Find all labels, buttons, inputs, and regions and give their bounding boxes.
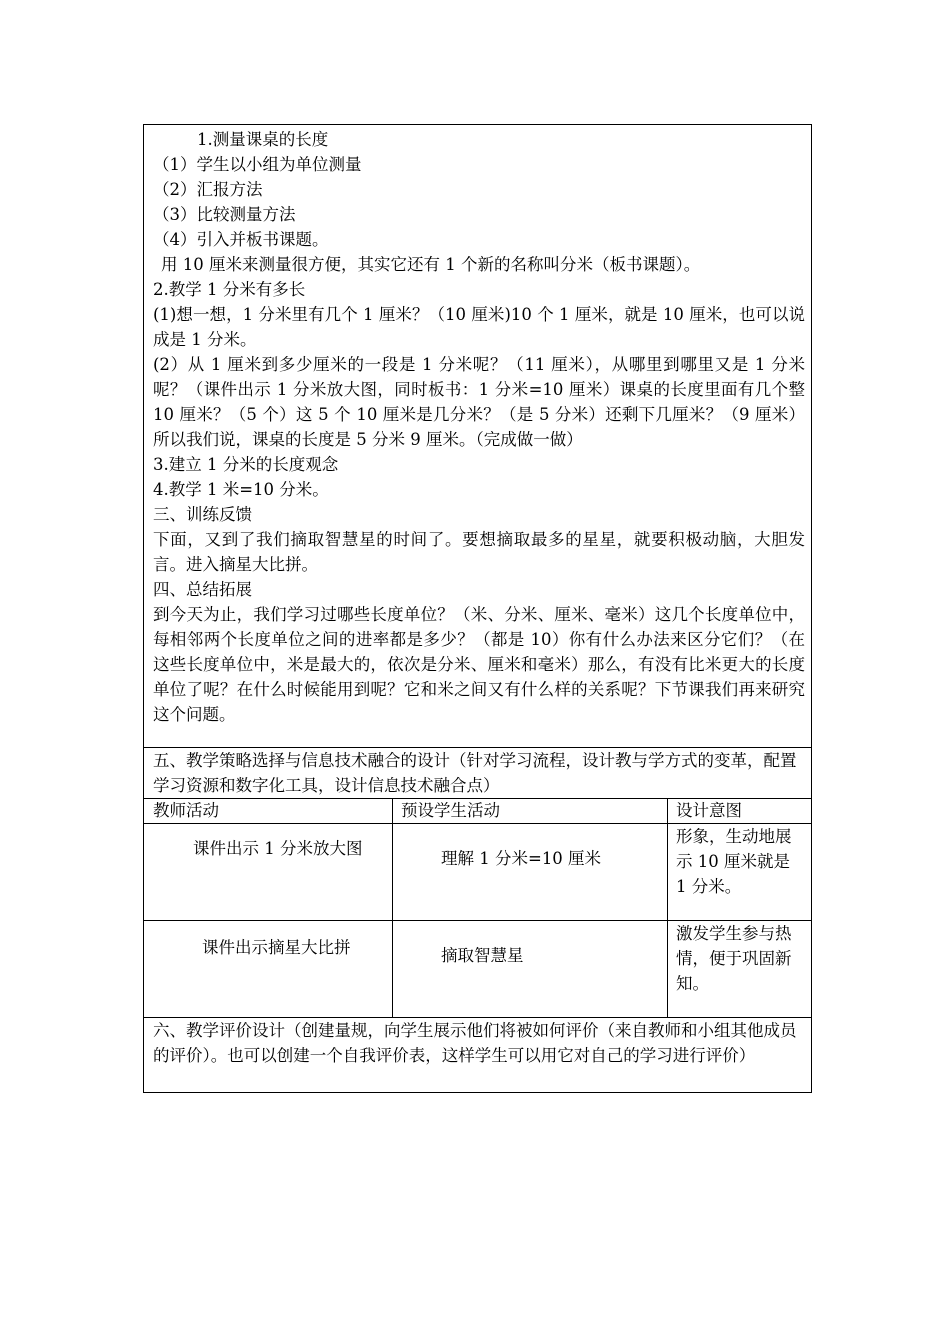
column-header-teacher: 教师活动 (144, 799, 393, 824)
item1-note: 用 10 厘米来测量很方便，其实它还有 1 个新的名称叫分米（板书课题）。 (161, 255, 701, 274)
teacher-activity-cell: 课件出示摘星大比拼 (144, 921, 393, 1018)
design-intent-cell: 形象，生动地展示 10 厘米就是 1 分米。 (668, 824, 812, 921)
strategy-heading-row (144, 748, 812, 799)
item3-title: 3.建立 1 分米的长度观念 (153, 455, 339, 474)
strategy-heading: 五、教学策略选择与信息技术融合的设计（针对学习流程，设计教与学方式的变革，配置学习资源和数字化工具，设计信息技术融合点） (144, 748, 812, 799)
item2-title: 2.教学 1 分米有多长 (153, 280, 306, 299)
table-row (144, 921, 812, 1018)
table-row (144, 824, 812, 921)
item1-step: （2）汇报方法 (153, 180, 263, 199)
teaching-process-row (144, 125, 812, 748)
evaluation-heading: 六、教学评价设计（创建量规，向学生展示他们将被如何评价（来自教师和小组其他成员的评价）。也可以创建一个自我评价表，这样学生可以用它对自己的学习进行评价） (144, 1018, 812, 1093)
item4-title: 4.教学 1 米=10 分米。 (153, 480, 329, 499)
section3-text: 下面，又到了我们摘取智慧星的时间了。要想摘取最多的星星，就要积极动脑，大胆发言。进入摘星大比拼。 (153, 530, 806, 574)
item1-step: （3）比较测量方法 (153, 205, 296, 224)
column-header-intent: 设计意图 (668, 799, 812, 824)
item2-paragraph-1: (1)想一想，1 分米里有几个 1 厘米？（10 厘米)10 个 1 厘米，就是 10 厘米，也可以说成是 1 分米。 (153, 305, 806, 349)
item1-title: 1.测量课桌的长度 (197, 130, 329, 149)
item2-paragraph-2: (2）从 1 厘米到多少厘米的一段是 1 分米呢？（11 厘米），从哪里到哪里又是 1 分米呢？（课件出示 1 分米放大图，同时板书：1 分米=10 厘米）课桌的长度里面有几个整 10 厘米？（5 个）这 5 个 10 厘米是几分米？（是 5 分米）还剩下几厘米？（9 厘米）所以我们说，课桌的长度是 5 分米 9 厘米。（完成做一做） (153, 355, 806, 449)
evaluation-row (144, 1018, 812, 1093)
strategy-header-row (144, 799, 812, 824)
section4-title: 四、总结拓展 (153, 580, 252, 599)
teaching-process-cell (144, 125, 812, 748)
lesson-plan-table (143, 124, 812, 1093)
section4-text: 到今天为止，我们学习过哪些长度单位？（米、分米、厘米、毫米）这几个长度单位中，每相邻两个长度单位之间的进率都是多少？（都是 10）你有什么办法来区分它们？（在这些长度单位中，米是最大的，依次是分米、厘米和毫米）那么，有没有比米更大的长度单位了呢？在什么时候能用到呢？它和米之间又有什么样的关系呢？下节课我们再来研究这个问题。 (153, 605, 806, 724)
column-header-student: 预设学生活动 (393, 799, 668, 824)
item1-step: （4）引入并板书课题。 (153, 230, 329, 249)
design-intent-cell: 激发学生参与热情，便于巩固新知。 (668, 921, 812, 1018)
student-activity-cell: 理解 1 分米=10 厘米 (393, 824, 668, 921)
student-activity-cell: 摘取智慧星 (393, 921, 668, 1018)
teacher-activity-cell: 课件出示 1 分米放大图 (144, 824, 393, 921)
section3-title: 三、训练反馈 (153, 505, 252, 524)
item1-step: （1）学生以小组为单位测量 (153, 155, 362, 174)
